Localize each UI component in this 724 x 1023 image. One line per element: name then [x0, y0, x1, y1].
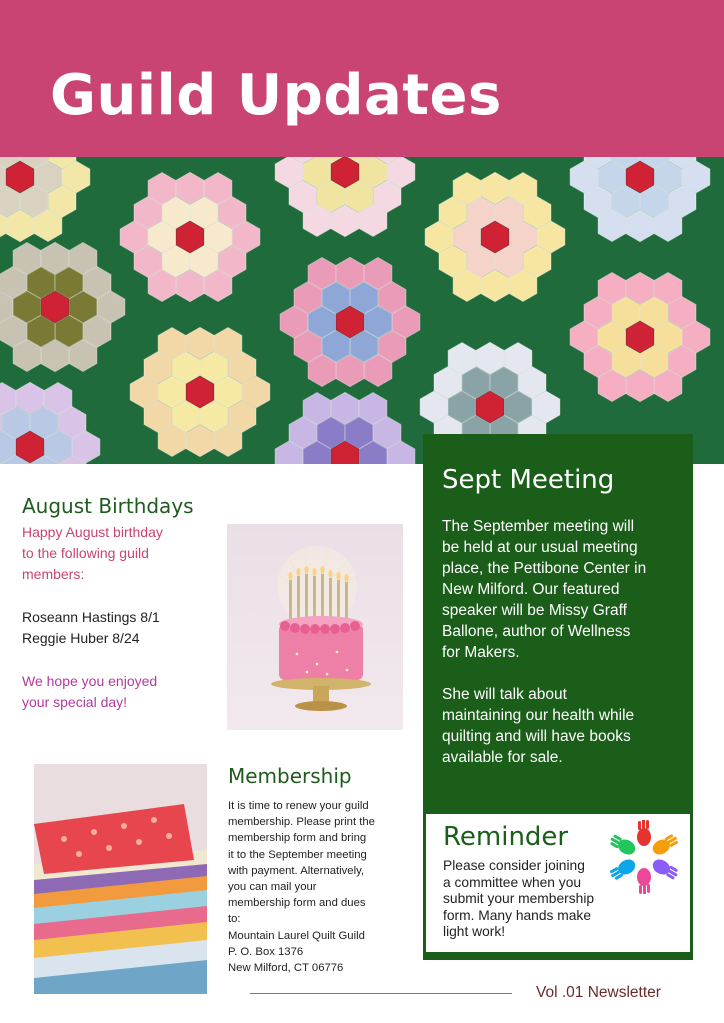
- intro-line: Happy August birthday: [22, 524, 163, 540]
- meeting-line: New Milford. Our featured: [442, 581, 620, 598]
- sept-meeting-box: [423, 434, 693, 814]
- birthdays-heading: August Birthdays: [22, 494, 194, 518]
- birthday-cake-photo: [227, 524, 403, 730]
- meeting-line: maintaining our health while: [442, 707, 635, 724]
- reminder-line: Please consider joining: [443, 858, 585, 873]
- reminder-line: a committee when you: [443, 874, 582, 890]
- address-line: New Milford, CT 06776: [228, 962, 344, 975]
- membership-heading: Membership: [228, 764, 352, 788]
- meeting-line: available for sale.: [442, 749, 563, 766]
- membership-line: with payment. Alternatively,: [228, 864, 365, 877]
- colorful-hands-icon: [606, 820, 682, 894]
- membership-line: membership form and bring: [228, 832, 367, 845]
- reminder-line: form. Many hands make: [443, 907, 591, 923]
- footer-divider: [250, 993, 512, 994]
- membership-body: [228, 798, 408, 928]
- address-line: Mountain Laurel Quilt Guild: [228, 929, 365, 942]
- sept-meeting-heading: Sept Meeting: [442, 465, 615, 495]
- meeting-line: for Makers.: [442, 644, 520, 661]
- birthdays-closing: [22, 671, 222, 713]
- intro-line: members:: [22, 566, 85, 582]
- birthday-name: Roseann Hastings 8/1: [22, 609, 160, 625]
- membership-line: to:: [228, 913, 241, 926]
- birthday-name: Reggie Huber 8/24: [22, 630, 140, 646]
- membership-line: membership form and dues: [228, 897, 366, 910]
- sept-meeting-paragraph-2: [442, 684, 683, 768]
- address-line: P. O. Box 1376: [228, 945, 304, 958]
- closing-line: We hope you enjoyed: [22, 673, 158, 689]
- august-birthdays-section: [22, 492, 222, 713]
- membership-section: [228, 762, 408, 976]
- birthdays-intro: [22, 522, 222, 585]
- sept-meeting-paragraph-1: [442, 516, 683, 663]
- reminder-line: light work!: [443, 924, 506, 939]
- header-banner: [0, 0, 724, 157]
- mailing-address: [228, 928, 408, 977]
- meeting-line: quilting and will have books: [442, 728, 631, 745]
- membership-line: membership. Please print the: [228, 816, 375, 829]
- reminder-heading: Reminder: [443, 822, 569, 852]
- membership-line: it to the September meeting: [228, 848, 367, 861]
- fabric-stack-photo: [34, 764, 207, 994]
- page-title: Guild Updates: [50, 63, 502, 128]
- meeting-line: The September meeting will: [442, 518, 635, 535]
- intro-line: to the following guild: [22, 545, 149, 561]
- meeting-line: speaker will be Missy Graff: [442, 602, 627, 619]
- closing-line: your special day!: [22, 694, 128, 710]
- reminder-body: [443, 858, 633, 941]
- meeting-line: place, the Pettibone Center in: [442, 560, 647, 577]
- membership-line: you can mail your: [228, 881, 317, 894]
- reminder-box: [423, 814, 693, 960]
- membership-line: It is time to renew your guild: [228, 800, 369, 812]
- birthday-names: [22, 607, 222, 649]
- reminder-line: submit your membership: [443, 891, 595, 906]
- meeting-line: She will talk about: [442, 686, 567, 703]
- quilt-hero-image: [0, 157, 724, 464]
- meeting-line: Ballone, author of Wellness: [442, 623, 631, 640]
- newsletter-volume-label: Vol .01 Newsletter: [536, 984, 661, 1001]
- meeting-line: be held at our usual meeting: [442, 539, 638, 556]
